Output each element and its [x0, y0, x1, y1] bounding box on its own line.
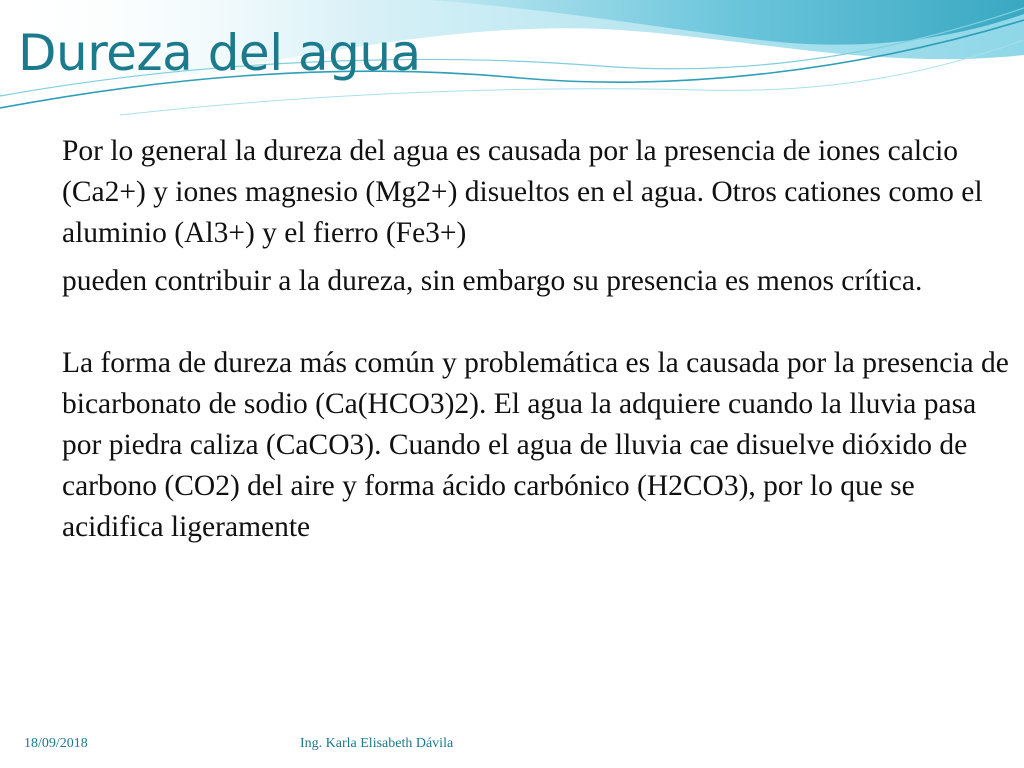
footer-author: Ing. Karla Elisabeth Dávila — [300, 736, 454, 751]
footer-date: 18/09/2018 — [24, 736, 88, 751]
body-paragraph: Por lo general la dureza del agua es causada por la presencia de iones calcio (Ca2+) y iones magnesio (Mg2+) disueltos en el agua. Otros cationes como el aluminio (Al3+) y el fierro (Fe3+) — [62, 135, 983, 249]
body-paragraph: La forma de dureza más común y problemática es la causada por la presencia de bicarbonato de sodio (Ca(HCO3)2). El agua la adquiere cuando la lluvia pasa por piedra caliza (CaCO3). Cuando el agua de lluvia cae disuelve dióxido de carbono (CO2) del aire y forma ácido carbónico (H2CO3), por lo que se acidifica ligeramente — [62, 347, 1009, 543]
slide-title: Dureza del agua — [18, 24, 421, 82]
slide-body — [62, 131, 1012, 548]
body-paragraph: pueden contribuir a la dureza, sin embargo su presencia es menos crítica. — [62, 265, 923, 297]
